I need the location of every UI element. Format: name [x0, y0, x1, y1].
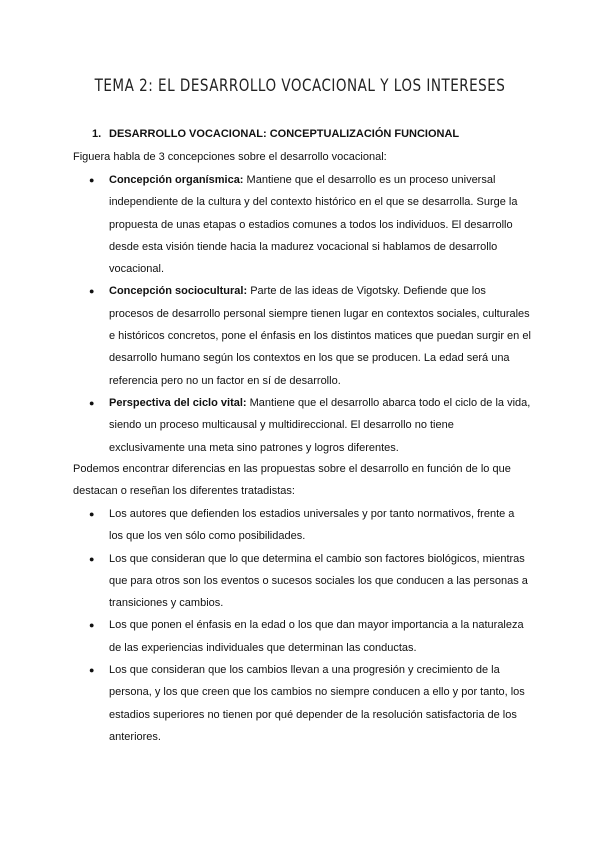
differences-list — [73, 503, 531, 748]
concept-term: Concepción organísmica: — [109, 174, 244, 186]
bullet-icon: ● — [89, 665, 95, 676]
list-item — [73, 392, 531, 459]
bullet-icon: ● — [89, 620, 95, 631]
bullet-icon: ● — [89, 286, 95, 297]
bullet-icon: ● — [89, 397, 95, 408]
concept-term: Perspectiva del ciclo vital: — [109, 396, 247, 409]
section-heading — [92, 128, 459, 140]
difference-text: Los que consideran que los cambios llevan a una progresión y crecimiento de la persona, y los que creen que los cambios no siempre conducen a ello y por tanto, los estadios superiores no tienen por qué depender de la resolución satisfactoria de los anteriores. — [109, 664, 525, 743]
list-item — [73, 280, 531, 391]
concepts-list — [73, 169, 531, 459]
list-item — [73, 169, 531, 280]
concept-text: Parte de las ideas de Vigotsky. Defiende que los procesos de desarrollo personal siempre tienen lugar en contextos sociales, culturales e históricos concretos, pone el énfasis en los distintos matices que puedan surgir en el desarrollo humano según los contextos en los que se producen. La edad será una referencia pero no un factor en sí de desarrollo. — [109, 285, 531, 387]
list-item — [73, 659, 531, 748]
list-item — [73, 614, 531, 659]
bullet-icon: ● — [89, 553, 95, 564]
bullet-icon: ● — [89, 175, 95, 185]
concept-term: Concepción sociocultural: — [109, 285, 248, 298]
concept-text: Mantiene que el desarrollo abarca todo el ciclo de la vida, siendo un proceso multicausal y multidireccional. El desarrollo no tiene exclusivamente una meta sino patrones y logros diferentes. — [109, 396, 531, 454]
list-item — [73, 548, 531, 615]
section-heading-text: DESARROLLO VOCACIONAL: CONCEPTUALIZACIÓN FUNCIONAL — [109, 128, 460, 140]
bullet-icon: ● — [89, 509, 95, 519]
intro-paragraph: Figuera habla de 3 concepciones sobre el desarrollo vocacional: — [73, 151, 387, 163]
differences-intro-paragraph: Podemos encontrar diferencias en las propuestas sobre el desarrollo en función de lo que destacan o reseñan los diferentes tratadistas: — [73, 463, 511, 498]
difference-text: Los que consideran que lo que determina el cambio son factores biológicos, mientras que para otros son los eventos o sucesos sociales los que conducen a las personas a transiciones y cambios. — [109, 552, 528, 610]
difference-text: Los autores que defienden los estadios universales y por tanto normativos, frente a los que los ven sólo como posibilidades. — [109, 508, 515, 543]
section-number: 1. — [92, 128, 102, 140]
list-item — [73, 503, 531, 548]
concept-text: Mantiene que el desarrollo es un proceso universal independiente de la cultura y del contexto histórico en el que se desarrolla. Surge la propuesta de unas etapas o estadios comunes a todos los individuos. El desarrollo desde esta visión tiende hacia la madurez vocacional si hablamos de desarrollo vocacional. — [109, 174, 518, 276]
difference-text: Los que ponen el énfasis en la edad o los que dan mayor importancia a la naturaleza de las experiencias individuales que determinan las conductas. — [109, 619, 524, 654]
page-title: TEMA 2: EL DESARROLLO VOCACIONAL Y LOS INTERESES — [94, 76, 506, 95]
